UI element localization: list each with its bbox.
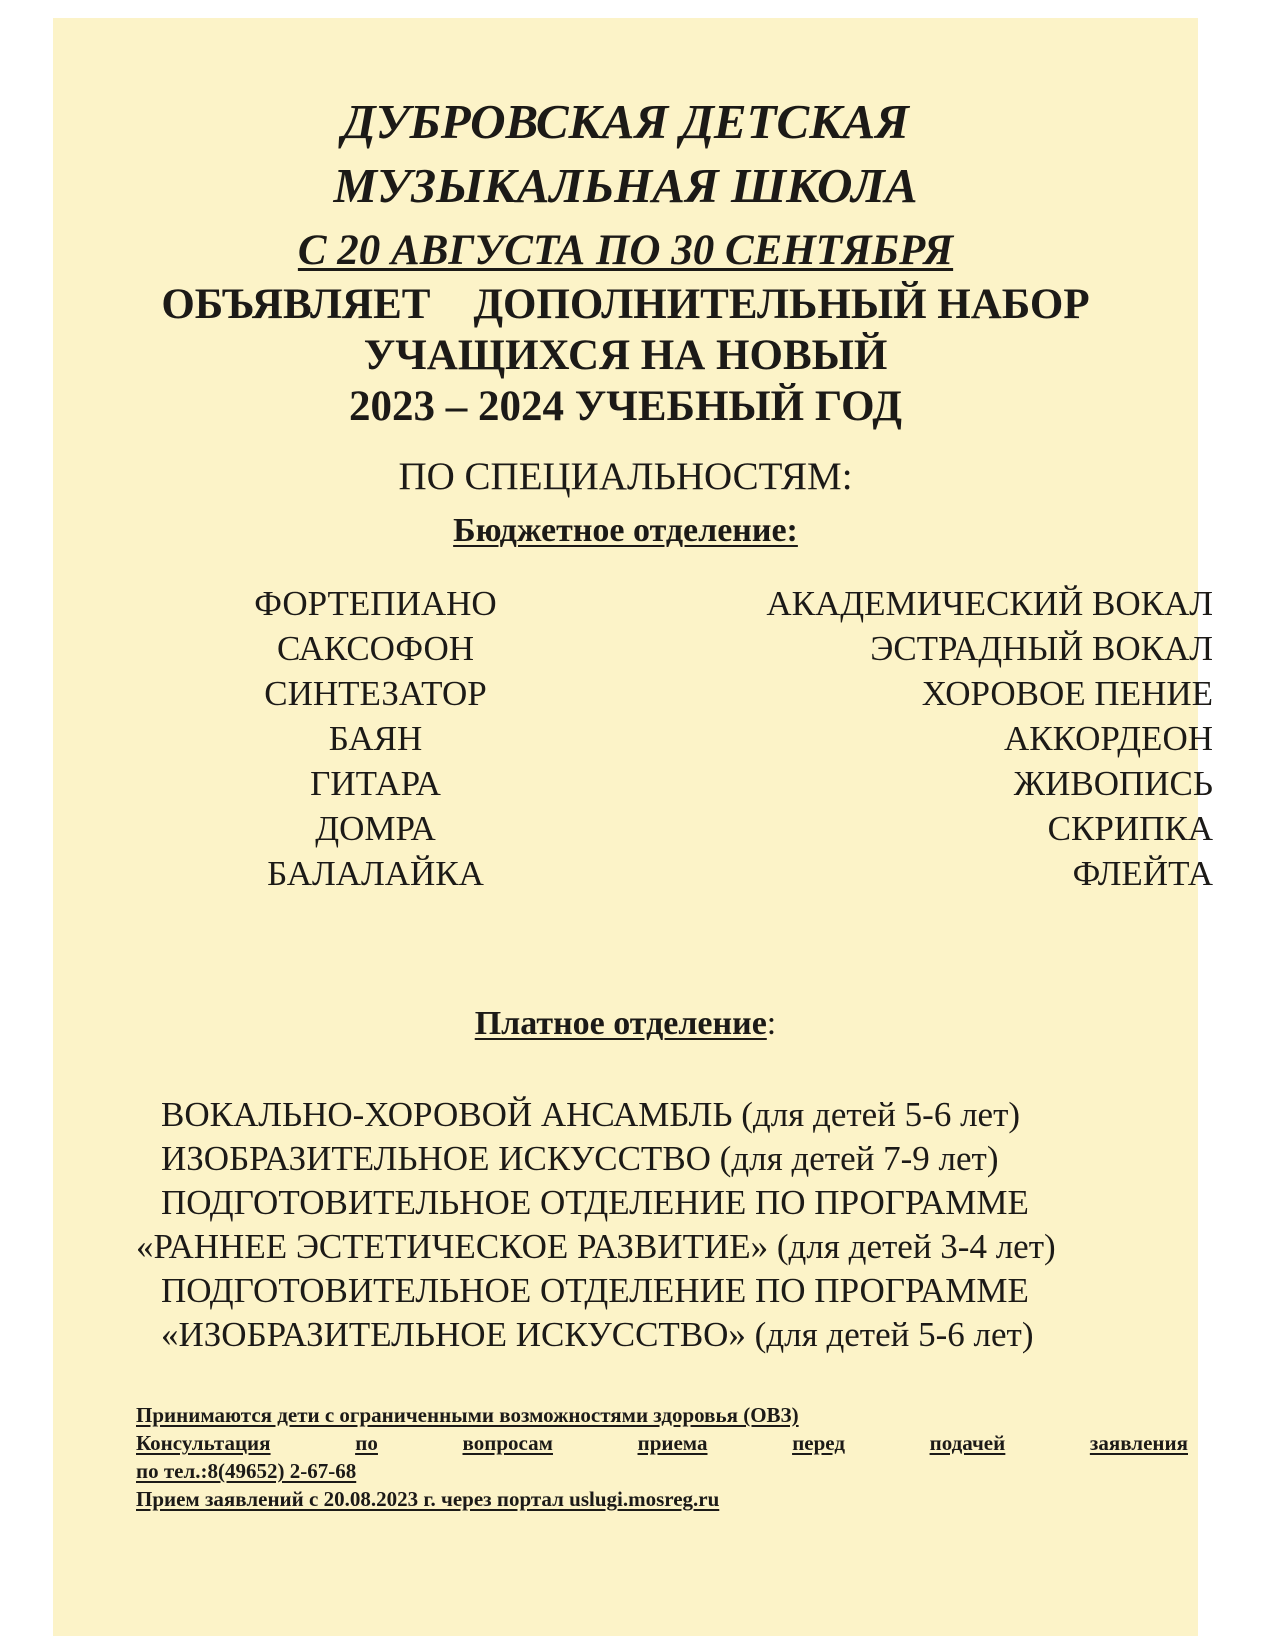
paid-heading-colon: : — [766, 1005, 777, 1042]
footer-notes — [136, 1401, 1188, 1513]
budget-right-column — [633, 581, 1213, 896]
consultation-word: Консультация — [136, 1431, 271, 1455]
school-title-line-2: МУЗЫКАЛЬНАЯ ШКОЛА — [333, 158, 918, 213]
flyer-sheet — [53, 18, 1213, 1636]
school-title-line-1: ДУБРОВСКАЯ ДЕТСКАЯ — [342, 94, 909, 149]
consultation-word: по — [355, 1431, 378, 1455]
phone-note: по тел.:8(49652) 2-67-68 — [136, 1459, 357, 1483]
paid-program-line: ВОКАЛЬНО-ХОРОВОЙ АНСАМБЛЬ (для детей 5-6 лет) — [161, 1095, 1021, 1134]
enrollment-dates: С 20 АВГУСТА ПО 30 СЕНТЯБРЯ — [297, 227, 954, 274]
paid-program-line: «ИЗОБРАЗИТЕЛЬНОЕ ИСКУССТВО» (для детей 5-6 лет) — [161, 1315, 1034, 1354]
budget-specialty: ХОРОВОЕ ПЕНИЕ — [921, 674, 1213, 713]
paid-program-line: ПОДГОТОВИТЕЛЬНОЕ ОТДЕЛЕНИЕ ПО ПРОГРАММЕ — [161, 1271, 1029, 1310]
budget-specialty: ЖИВОПИСЬ — [1013, 764, 1213, 803]
budget-specialty: ФЛЕЙТА — [1072, 854, 1213, 893]
consultation-word: приема — [637, 1431, 708, 1455]
paid-heading-wrapper — [53, 1005, 1198, 1043]
paid-program-line: ИЗОБРАЗИТЕЛЬНОЕ ИСКУССТВО (для детей 7-9 лет) — [161, 1139, 999, 1178]
announcement-line-3: 2023 – 2024 УЧЕБНЫЙ ГОД — [348, 383, 903, 430]
budget-specialty: АКАДЕМИЧЕСКИЙ ВОКАЛ — [766, 584, 1213, 623]
budget-specialty: СИНТЕЗАТОР — [264, 674, 487, 713]
budget-specialty: ЭСТРАДНЫЙ ВОКАЛ — [870, 629, 1213, 668]
paid-programs-list — [53, 1093, 1198, 1357]
budget-department-heading: Бюджетное отделение: — [453, 512, 798, 549]
paid-department-heading: Платное отделение — [474, 1005, 767, 1042]
budget-specialty: ГИТАРА — [310, 764, 441, 803]
consultation-word: подачей — [929, 1431, 1006, 1455]
budget-specialty: САКСОФОН — [276, 629, 475, 668]
announcement-line-2: УЧАЩИХСЯ НА НОВЫЙ — [363, 332, 888, 379]
budget-specialty: ДОМРА — [315, 809, 436, 848]
consultation-word: заявления — [1089, 1431, 1188, 1455]
paid-program-line: ПОДГОТОВИТЕЛЬНОЕ ОТДЕЛЕНИЕ ПО ПРОГРАММЕ — [161, 1183, 1029, 1222]
budget-left-column — [208, 581, 543, 896]
budget-specialty: АККОРДЕОН — [1003, 719, 1213, 758]
applications-note: Прием заявлений с 20.08.2023 г. через портал uslugi.mosreg.ru — [136, 1487, 720, 1511]
announcement-line-1: ОБЪЯВЛЯЕТ ДОПОЛНИТЕЛЬНЫЙ НАБОР — [161, 281, 1090, 328]
paid-program-line: «РАННЕЕ ЭСТЕТИЧЕСКОЕ РАЗВИТИЕ» (для детей 3-4 лет) — [136, 1227, 1056, 1266]
budget-heading-wrapper — [53, 512, 1198, 550]
consultation-word: перед — [792, 1431, 845, 1455]
budget-specialty: БАЛАЛАЙКА — [267, 854, 484, 893]
consultation-word: вопросам — [462, 1431, 553, 1455]
budget-specialty: СКРИПКА — [1047, 809, 1213, 848]
consultation-line — [136, 1429, 1188, 1457]
budget-specialty: ФОРТЕПИАНО — [254, 584, 497, 623]
enrollment-dates-wrapper — [53, 226, 1198, 275]
ovz-note: Принимаются дети с ограниченными возможностями здоровья (ОВЗ) — [136, 1403, 799, 1427]
specialties-heading: ПО СПЕЦИАЛЬНОСТЯМ: — [398, 455, 853, 498]
budget-specialty: БАЯН — [328, 719, 423, 758]
